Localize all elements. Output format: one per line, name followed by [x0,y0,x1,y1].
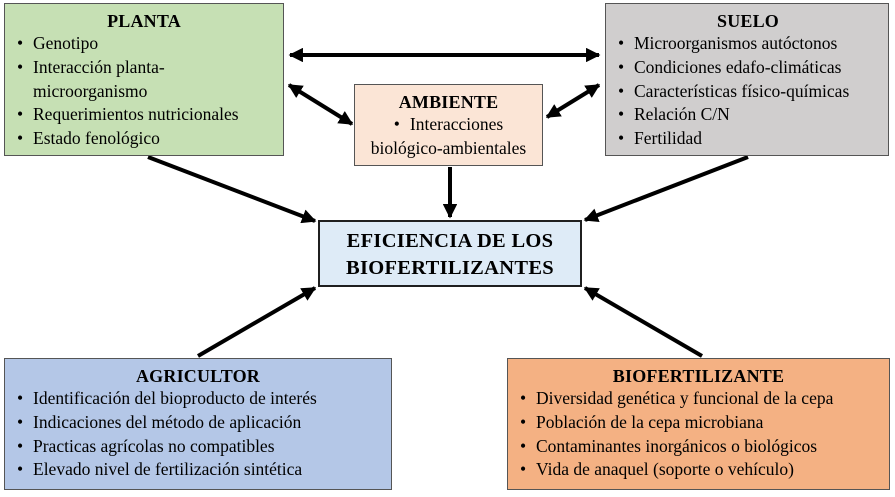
list-item: • Relación C/N [612,103,884,127]
list-item: • Características físico-químicas [612,80,884,104]
list-item [11,56,277,104]
list-item: • Elevado nivel de fertilización sintética [11,458,385,482]
planta-list [11,32,277,151]
list-item: • Condiciones edafo-climáticas [612,56,884,80]
arrow-suelo-ambiente [547,85,599,117]
suelo-list [612,32,884,151]
arrow-biofertilizante-eficiencia [585,288,702,356]
list-item: • Microorganismos autóctonos [612,32,884,56]
suelo-box [605,3,889,156]
ambiente-title: AMBIENTE [398,92,499,112]
agricultor-title: AGRICULTOR [135,366,261,386]
list-item: • Población de la cepa microbiana [514,411,883,435]
biofertilizante-title: BIOFERTILIZANTE [612,366,785,386]
ambiente-box [354,84,543,166]
list-item: • Vida de anaquel (soporte o vehículo) [514,458,883,482]
arrow-planta-eficiencia [148,157,315,221]
agricultor-box [4,358,392,490]
planta-title: PLANTA [107,11,181,31]
list-item: • Practicas agrícolas no compatibles [11,435,385,459]
planta-box [4,3,284,156]
ambiente-list [359,113,538,161]
list-item: • Diversidad genética y funcional de la cepa [514,387,883,411]
list-item: • Indicaciones del método de aplicación [11,411,385,435]
arrow-suelo-eficiencia [585,157,748,220]
list-item: • Identificación del bioproducto de interés [11,387,385,411]
list-item: • Requerimientos nutricionales [11,103,277,127]
list-item: • Fertilidad [612,127,884,151]
biofertilizante-box [507,358,890,490]
arrow-planta-ambiente [289,85,352,124]
list-item: • Estado fenológico [11,127,277,151]
list-item: • Contaminantes inorgánicos o biológicos [514,435,883,459]
agricultor-list [11,387,385,482]
eficiencia-line-1: EFICIENCIA DE LOS [346,230,554,252]
eficiencia-line-2: BIOFERTILIZANTES [345,257,554,279]
list-item: • Genotipo [11,32,277,56]
arrow-agricultor-eficiencia [198,288,315,356]
biofertilizante-list [514,387,883,482]
list-item-text: Interacción planta- [33,56,165,77]
eficiencia-box [318,220,582,287]
list-item-continuation: microorganismo [33,80,148,101]
list-item: • Interacciones biológico-ambientales [359,113,538,161]
suelo-title: SUELO [716,11,780,31]
